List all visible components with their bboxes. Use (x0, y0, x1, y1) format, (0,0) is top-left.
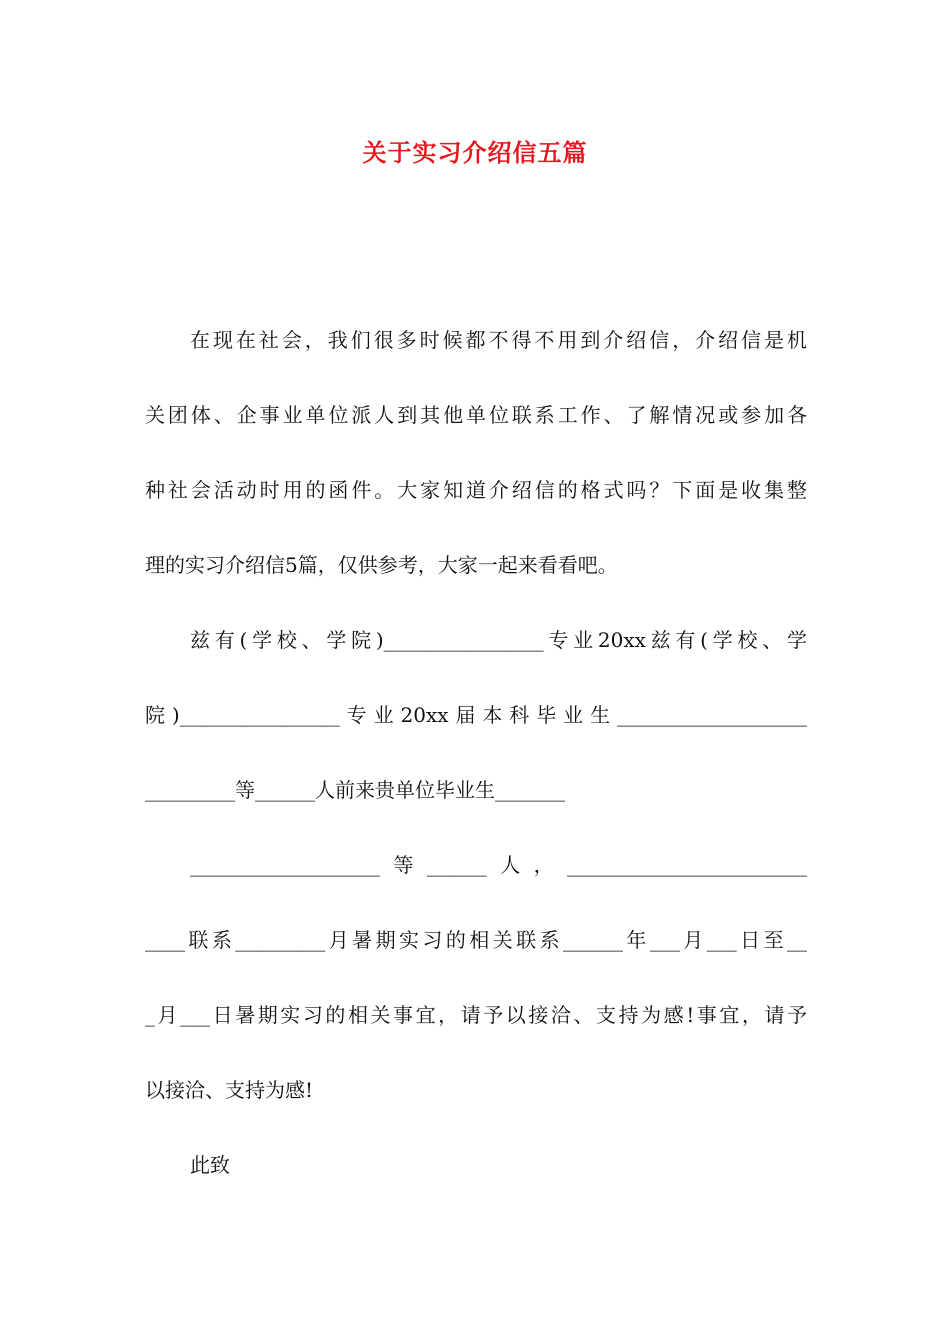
paragraph-line: ____联系_________月暑期实习的相关联系______年___月___日至__ (145, 928, 807, 952)
paragraph-line: 关团体、企事业单位派人到其他单位联系工作、了解情况或参加各 (145, 403, 807, 427)
paragraph-line: 兹有(学校、学院)________________专业20xx兹有(学校、学 (190, 628, 807, 652)
paragraph-line: 在现在社会，我们很多时候都不得不用到介绍信，介绍信是机 (190, 328, 807, 352)
closing-line: 此致 (190, 1153, 230, 1177)
paragraph-line: ___________________等______人，________________________ (190, 853, 807, 877)
paragraph-line: 以接洽、支持为感! (145, 1078, 314, 1102)
paragraph-line: _________等______人前来贵单位毕业生_______ (145, 778, 565, 802)
paragraph-line: _月___日暑期实习的相关事宜，请予以接洽、支持为感!事宜，请予 (145, 1003, 807, 1027)
paragraph-line: 理的实习介绍信5篇，仅供参考，大家一起来看看吧。 (145, 553, 618, 577)
paragraph-line: 种社会活动时用的函件。大家知道介绍信的格式吗？下面是收集整 (145, 478, 807, 502)
paragraph-line: 院)________________专业20xx届本科毕业生___________________ (145, 703, 807, 727)
document-title: 关于实习介绍信五篇 (362, 139, 588, 167)
